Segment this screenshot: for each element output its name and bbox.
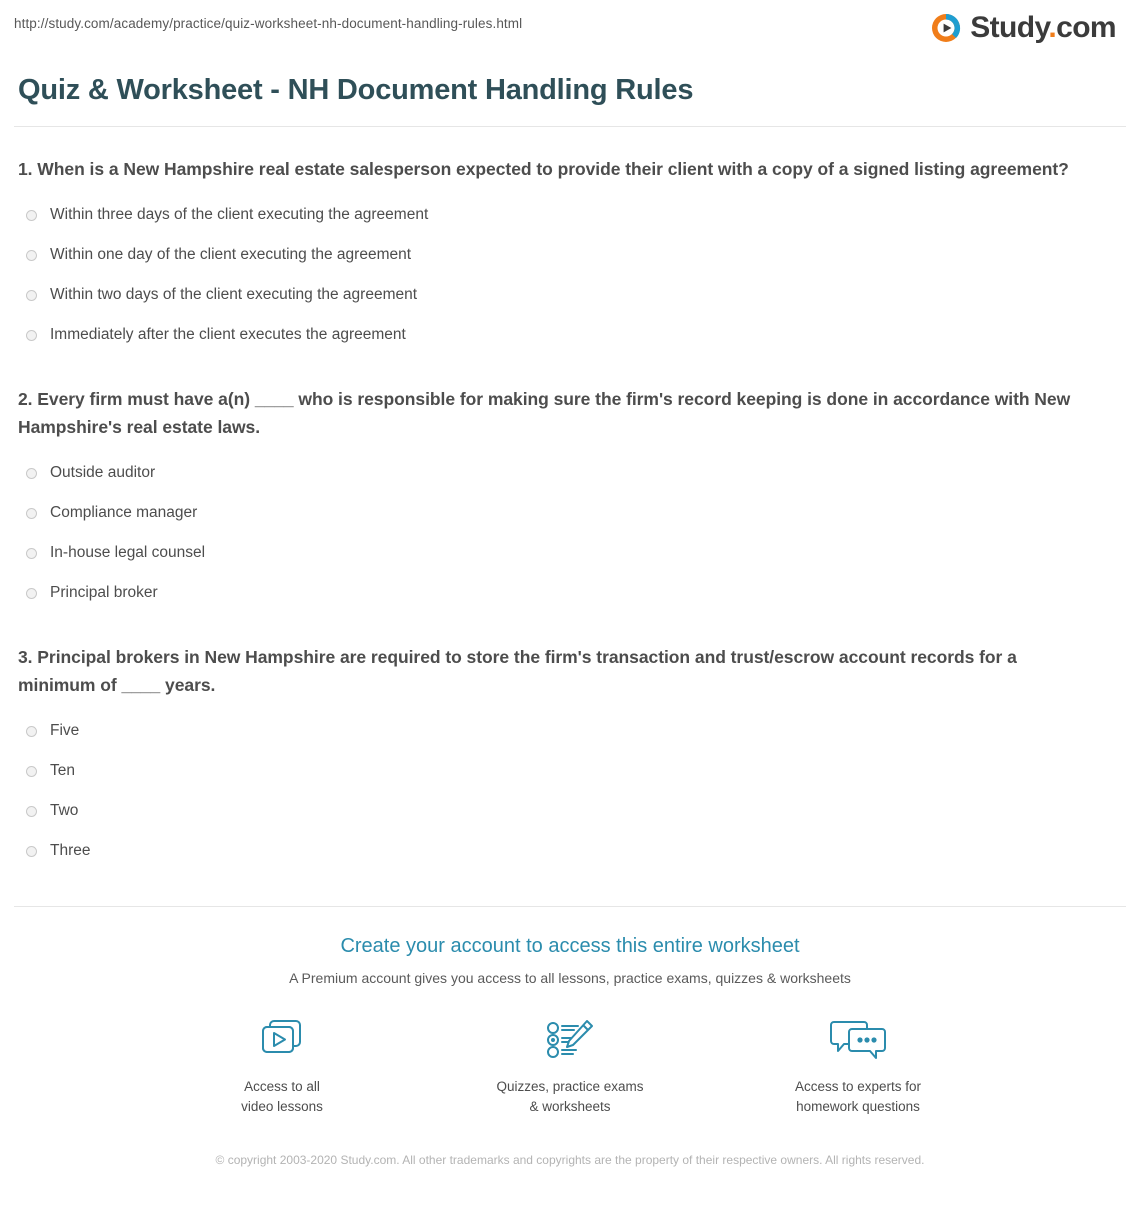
answer-option-label: Outside auditor	[50, 464, 156, 481]
page-header	[0, 0, 1140, 56]
answer-option[interactable]	[26, 453, 1122, 493]
cta-heading-link[interactable]: Create your account to access this entire worksheet	[340, 935, 800, 957]
radio-button-icon[interactable]	[26, 468, 37, 479]
radio-button-icon[interactable]	[26, 806, 37, 817]
answer-option-label: Within one day of the client executing the agreement	[50, 246, 412, 263]
answer-option-label: Five	[50, 722, 80, 739]
answer-option[interactable]	[26, 791, 1122, 831]
radio-button-icon[interactable]	[26, 548, 37, 559]
question-block	[18, 385, 1122, 613]
quiz-questions-list	[0, 155, 1140, 871]
answer-option[interactable]	[26, 315, 1122, 355]
url-bar-text: http://study.com/academy/practice/quiz-worksheet-nh-document-handling-rules.html	[14, 16, 523, 31]
cta-feature-item	[207, 1014, 357, 1117]
title-divider	[14, 126, 1126, 127]
logo-word-tld: com	[1056, 11, 1116, 44]
quiz-checklist-pencil-icon	[542, 1014, 598, 1066]
answer-option[interactable]	[26, 195, 1122, 235]
cta-feature-list	[0, 1014, 1140, 1117]
cta-subheading: A Premium account gives you access to all lessons, practice exams, quizzes & worksheets	[289, 970, 851, 986]
answer-option-label: Two	[50, 802, 79, 819]
question-text: 2. Every firm must have a(n) ____ who is responsible for making sure the firm's record keeping is done in accordance with New Hampshire's real estate laws.	[18, 389, 1071, 437]
question-text: 3. Principal brokers in New Hampshire are required to store the firm's transaction and trust/escrow account records for a minimum of ____ years.	[18, 647, 1017, 695]
chat-bubbles-icon	[828, 1014, 888, 1066]
answer-option-label: In-house legal counsel	[50, 544, 206, 561]
answer-option[interactable]	[26, 831, 1122, 871]
cta-feature-label-line2: video lessons	[241, 1099, 323, 1114]
answer-option[interactable]	[26, 275, 1122, 315]
answer-option[interactable]	[26, 493, 1122, 533]
answer-option[interactable]	[26, 573, 1122, 613]
cta-feature-label-line1: Quizzes, practice exams	[496, 1079, 644, 1094]
study-com-logo[interactable]	[930, 12, 1126, 44]
radio-button-icon[interactable]	[26, 588, 37, 599]
answer-options	[18, 453, 1122, 613]
radio-button-icon[interactable]	[26, 766, 37, 777]
radio-button-icon[interactable]	[26, 290, 37, 301]
answer-option[interactable]	[26, 235, 1122, 275]
cta-feature-item	[783, 1014, 933, 1117]
answer-option-label: Immediately after the client executes the agreement	[50, 326, 406, 343]
radio-button-icon[interactable]	[26, 330, 37, 341]
answer-options	[18, 195, 1122, 355]
logo-wordmark	[970, 12, 1116, 44]
cta-feature-label-line2: homework questions	[796, 1099, 920, 1114]
answer-option-label: Ten	[50, 762, 75, 779]
answer-option-label: Principal broker	[50, 584, 158, 601]
question-block	[18, 643, 1122, 871]
play-circle-icon	[930, 12, 962, 44]
cta-divider	[14, 906, 1126, 907]
page-title: Quiz & Worksheet - NH Document Handling Rules	[18, 74, 694, 106]
logo-word-dot: .	[1048, 11, 1057, 44]
logo-word-main: Study	[970, 11, 1049, 44]
radio-button-icon[interactable]	[26, 250, 37, 261]
video-lessons-icon	[256, 1014, 308, 1066]
radio-button-icon[interactable]	[26, 210, 37, 221]
answer-option[interactable]	[26, 751, 1122, 791]
answer-option-label: Within two days of the client executing the agreement	[50, 286, 418, 303]
copyright-text: © copyright 2003-2020 Study.com. All other trademarks and copyrights are the property of their respective owners. All rights reserved.	[215, 1153, 925, 1167]
radio-button-icon[interactable]	[26, 508, 37, 519]
cta-feature-label	[795, 1077, 921, 1117]
answer-option[interactable]	[26, 533, 1122, 573]
answer-option-label: Within three days of the client executing the agreement	[50, 206, 429, 223]
question-block	[18, 155, 1122, 355]
radio-button-icon[interactable]	[26, 846, 37, 857]
radio-button-icon[interactable]	[26, 726, 37, 737]
cta-feature-label	[241, 1077, 323, 1117]
cta-feature-label-line2: & worksheets	[529, 1099, 611, 1114]
answer-option-label: Three	[50, 842, 91, 859]
cta-feature-label	[496, 1077, 643, 1117]
cta-feature-item	[495, 1014, 645, 1117]
answer-options	[18, 711, 1122, 871]
create-account-cta	[0, 933, 1140, 1169]
answer-option[interactable]	[26, 711, 1122, 751]
answer-option-label: Compliance manager	[50, 504, 198, 521]
question-text: 1. When is a New Hampshire real estate salesperson expected to provide their client with a copy of a signed listing agreement?	[18, 159, 1069, 179]
cta-feature-label-line1: Access to all	[244, 1079, 320, 1094]
cta-feature-label-line1: Access to experts for	[794, 1079, 922, 1094]
